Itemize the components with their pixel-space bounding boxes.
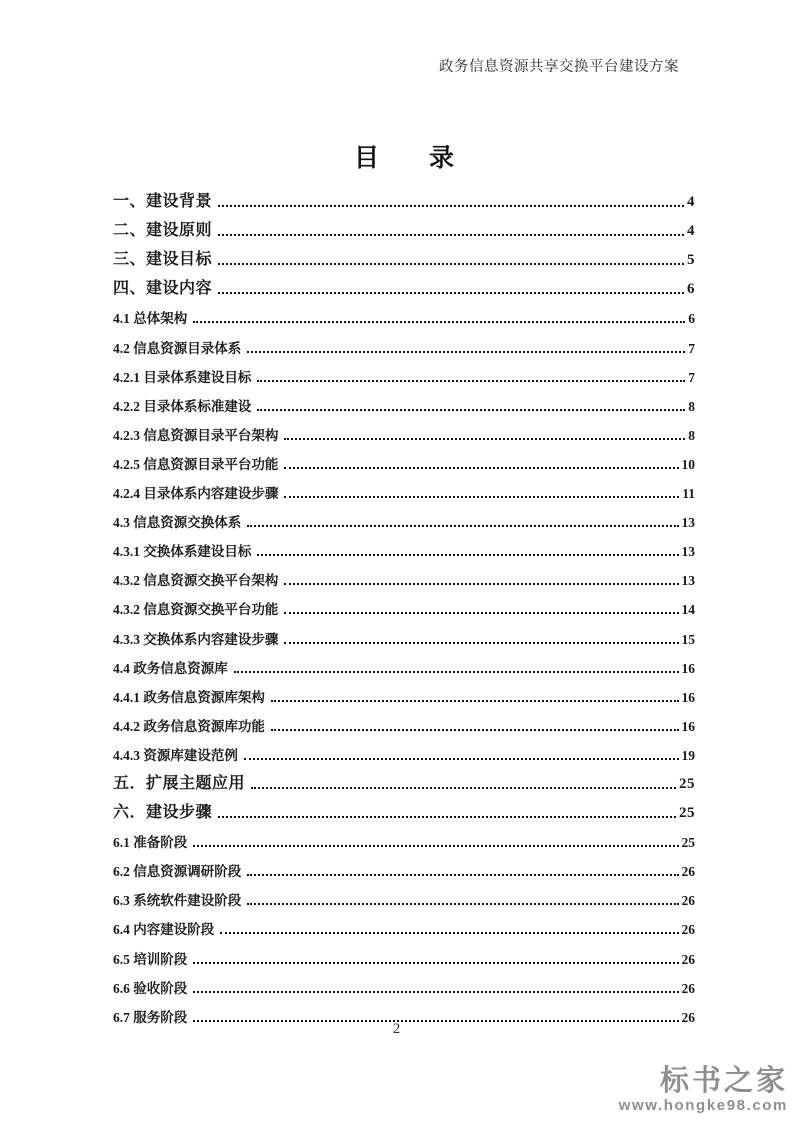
toc-entry-label: 4.2.4 目录体系内容建设步骤 bbox=[113, 486, 279, 502]
toc-entry[interactable] bbox=[113, 909, 695, 938]
toc-entry-page: 6 bbox=[687, 281, 695, 298]
toc-entry-page: 26 bbox=[681, 893, 695, 909]
toc-entry[interactable] bbox=[113, 182, 695, 211]
toc-leader-dots bbox=[257, 409, 685, 411]
toc-leader-dots bbox=[271, 700, 679, 702]
toc-entry-label: 6.3 系统软件建设阶段 bbox=[113, 893, 242, 909]
toc-leader-dots bbox=[284, 467, 678, 469]
toc-entry-page: 4 bbox=[687, 194, 695, 211]
toc-entry[interactable] bbox=[113, 560, 695, 589]
toc-leader-dots bbox=[257, 554, 678, 556]
toc-leader-dots bbox=[271, 729, 679, 731]
toc-entry-page: 25 bbox=[679, 805, 695, 822]
toc-leader-dots bbox=[193, 962, 678, 964]
toc-entry-label: 四、建设内容 bbox=[113, 280, 213, 298]
toc-entry[interactable] bbox=[113, 531, 695, 560]
toc-entry-label: 4.3 信息资源交换体系 bbox=[113, 515, 242, 531]
toc-entry-label: 一、建设背景 bbox=[113, 193, 213, 211]
toc-entry-label: 六．建设步骤 bbox=[113, 804, 213, 822]
toc-entry[interactable] bbox=[113, 502, 695, 531]
toc-entry[interactable] bbox=[113, 764, 695, 793]
toc-entry[interactable] bbox=[113, 327, 695, 356]
toc-entry-label: 三、建设目标 bbox=[113, 251, 213, 269]
toc-entry-page: 7 bbox=[688, 369, 695, 385]
toc-entry-label: 6.4 内容建设阶段 bbox=[113, 922, 215, 938]
toc-entry-page: 13 bbox=[681, 573, 695, 589]
toc-entry-label: 4.4.1 政务信息资源库架构 bbox=[113, 689, 265, 705]
toc-entry-label: 6.7 服务阶段 bbox=[113, 1009, 188, 1025]
toc-entry-page: 13 bbox=[681, 515, 695, 531]
toc-entry-label: 4.4 政务信息资源库 bbox=[113, 660, 228, 676]
toc-list bbox=[113, 182, 695, 1026]
toc-entry[interactable] bbox=[113, 968, 695, 997]
toc-entry-page: 4 bbox=[687, 223, 695, 240]
toc-entry[interactable] bbox=[113, 415, 695, 444]
toc-entry[interactable] bbox=[113, 677, 695, 706]
toc-leader-dots bbox=[193, 321, 685, 323]
toc-leader-dots bbox=[193, 845, 678, 847]
toc-leader-dots bbox=[247, 525, 678, 527]
toc-entry-page: 13 bbox=[681, 544, 695, 560]
watermark bbox=[619, 1066, 788, 1114]
toc-leader-dots bbox=[251, 787, 676, 789]
toc-entry[interactable] bbox=[113, 822, 695, 851]
watermark-brand: 标书之家 bbox=[659, 1064, 788, 1097]
toc-leader-dots bbox=[244, 758, 679, 760]
page-number: 2 bbox=[392, 1021, 401, 1037]
toc-entry-label: 五．扩展主题应用 bbox=[113, 774, 246, 792]
toc-entry-label: 4.2.5 信息资源目录平台功能 bbox=[113, 456, 279, 472]
toc-entry-label: 4.2 信息资源目录体系 bbox=[113, 340, 242, 356]
toc-entry[interactable] bbox=[113, 240, 695, 269]
toc-title: 目 录 bbox=[353, 145, 454, 172]
toc-entry-label: 6.1 准备阶段 bbox=[113, 835, 188, 851]
toc-entry-page: 15 bbox=[681, 631, 695, 647]
toc-leader-dots bbox=[284, 642, 678, 644]
toc-entry[interactable] bbox=[113, 269, 695, 298]
toc-entry[interactable] bbox=[113, 473, 695, 502]
toc-entry-label: 4.2.2 目录体系标准建设 bbox=[113, 398, 252, 414]
toc-entry-page: 16 bbox=[681, 718, 695, 734]
toc-leader-dots bbox=[247, 351, 685, 353]
toc-entry-label: 4.2.3 信息资源目录平台架构 bbox=[113, 427, 279, 443]
toc-leader-dots bbox=[218, 205, 684, 207]
toc-leader-dots bbox=[220, 932, 678, 934]
toc-entry-label: 4.3.2 信息资源交换平台功能 bbox=[113, 602, 279, 618]
watermark-url: www.hongke98.com bbox=[618, 1097, 788, 1115]
toc-entry-page: 19 bbox=[681, 747, 695, 763]
toc-entry[interactable] bbox=[113, 648, 695, 677]
toc-entry-label: 6.6 验收阶段 bbox=[113, 980, 188, 996]
toc-leader-dots bbox=[218, 816, 676, 818]
toc-entry[interactable] bbox=[113, 357, 695, 386]
toc-entry[interactable] bbox=[113, 211, 695, 240]
toc-entry-label: 4.3.3 交换体系内容建设步骤 bbox=[113, 631, 279, 647]
toc-entry-page: 11 bbox=[682, 486, 695, 502]
toc-entry[interactable] bbox=[113, 589, 695, 618]
toc-entry-label: 4.2.1 目录体系建设目标 bbox=[113, 369, 252, 385]
toc-entry-page: 25 bbox=[679, 775, 695, 792]
toc-leader-dots bbox=[284, 583, 678, 585]
toc-entry-label: 4.4.3 资源库建设范例 bbox=[113, 747, 238, 763]
toc-leader-dots bbox=[234, 671, 679, 673]
toc-entry[interactable] bbox=[113, 706, 695, 735]
toc-entry-page: 26 bbox=[681, 922, 695, 938]
toc-entry-page: 14 bbox=[681, 602, 695, 618]
toc-entry-page: 7 bbox=[688, 340, 695, 356]
toc-entry-page: 26 bbox=[681, 951, 695, 967]
toc-entry-page: 8 bbox=[688, 398, 695, 414]
toc-entry-page: 16 bbox=[681, 660, 695, 676]
toc-leader-dots bbox=[284, 438, 685, 440]
toc-entry-label: 4.4.2 政务信息资源库功能 bbox=[113, 718, 265, 734]
toc-entry[interactable] bbox=[113, 298, 695, 327]
toc-entry[interactable] bbox=[113, 618, 695, 647]
toc-leader-dots bbox=[218, 263, 684, 265]
toc-leader-dots bbox=[218, 292, 684, 294]
toc-entry-page: 5 bbox=[687, 252, 695, 269]
toc-entry-label: 二、建设原则 bbox=[113, 222, 213, 240]
toc-entry-label: 4.3.1 交换体系建设目标 bbox=[113, 544, 252, 560]
toc-entry[interactable] bbox=[113, 880, 695, 909]
toc-leader-dots bbox=[284, 496, 679, 498]
toc-entry-page: 26 bbox=[681, 980, 695, 996]
toc-entry-page: 26 bbox=[681, 864, 695, 880]
toc-entry[interactable] bbox=[113, 386, 695, 415]
toc-entry[interactable] bbox=[113, 793, 695, 822]
toc-entry-page: 25 bbox=[681, 835, 695, 851]
toc-entry[interactable] bbox=[113, 851, 695, 880]
toc-entry[interactable] bbox=[113, 444, 695, 473]
toc-entry-page: 26 bbox=[681, 1009, 695, 1025]
toc-leader-dots bbox=[193, 991, 678, 993]
toc-entry-label: 6.2 信息资源调研阶段 bbox=[113, 864, 242, 880]
toc-entry-label: 6.5 培训阶段 bbox=[113, 951, 188, 967]
toc-entry-page: 16 bbox=[681, 689, 695, 705]
toc-entry-page: 10 bbox=[681, 456, 695, 472]
toc-entry-page: 6 bbox=[688, 311, 695, 327]
toc-leader-dots bbox=[218, 234, 684, 236]
toc-leader-dots bbox=[247, 903, 678, 905]
toc-entry[interactable] bbox=[113, 735, 695, 764]
page-header-title: 政务信息资源共享交换平台建设方案 bbox=[439, 59, 679, 75]
toc-entry-page: 8 bbox=[688, 427, 695, 443]
toc-entry-label: 4.1 总体架构 bbox=[113, 311, 188, 327]
toc-leader-dots bbox=[284, 612, 678, 614]
toc-entry[interactable] bbox=[113, 938, 695, 967]
toc-leader-dots bbox=[247, 874, 678, 876]
toc-leader-dots bbox=[257, 380, 685, 382]
toc-entry-label: 4.3.2 信息资源交换平台架构 bbox=[113, 573, 279, 589]
